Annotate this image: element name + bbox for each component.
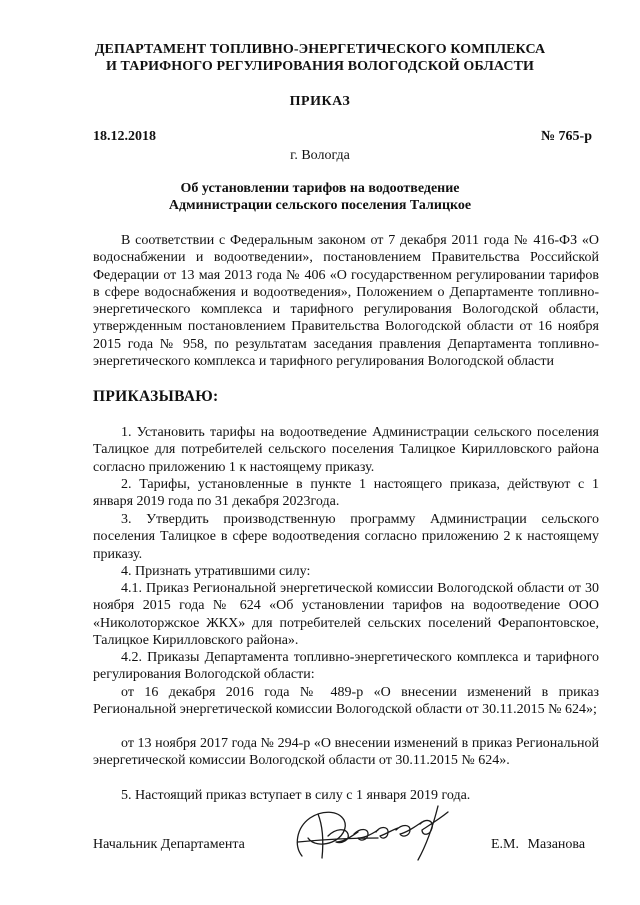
paragraph-4-2: 4.2. Приказы Департамента топливно-энергетического комплекса и тарифного регулирования Вологодской области: — [93, 650, 599, 683]
subject-line-2: Администрации сельского поселения Талицкое — [168, 198, 472, 213]
paragraph-5: 5. Настоящий приказ вступает в силу с 1 января 2019 года. — [121, 788, 471, 803]
handwritten-signature — [288, 798, 478, 868]
paragraph-4-2-b: от 13 ноября 2017 года № 294-р «О внесении изменений в приказ Региональной энергетической комиссии Вологодской области от 30.11.2015 № 624». — [93, 736, 599, 769]
subject-line-1: Об установлении тарифов на водоотведение — [180, 181, 460, 196]
preamble-paragraph: В соответствии с Федеральным законом от 7 декабря 2011 года № 416-ФЗ «О водоснабжении и водоотведении», постановлением Правительства Российской Федерации от 13 мая 2013 года № 406 «О государственном регулировании тарифов в сфере водоснабжения и водоотведения», Положением о Департаменте топливно-энергетического комплекса и тарифного регулирования Вологодской области, утвержденным постановлением Правительства Вологодской области от 16 ноября 2015 года № 958, по результатам заседания правления Департамента топливно-энергетического комплекса и тарифного регулирования Вологодской области — [93, 233, 599, 370]
signatory-position: Начальник Департамента — [93, 837, 245, 852]
document-subject — [60, 180, 580, 214]
document-number: № 765-р — [540, 129, 592, 144]
paragraph-4: 4. Признать утратившими силу: — [121, 564, 311, 579]
prikazyvayu-heading: ПРИКАЗЫВАЮ: — [93, 388, 219, 405]
paragraph-2: 2. Тарифы, установленные в пункте 1 настоящего приказа, действуют с 1 января 2019 года по 31 декабря 2023года. — [93, 477, 599, 510]
department-line-1: ДЕПАРТАМЕНТ ТОПЛИВНО-ЭНЕРГЕТИЧЕСКОГО КОМПЛЕКСА — [94, 42, 546, 57]
paragraph-4-1: 4.1. Приказ Региональной энергетической комиссии Вологодской области от 30 ноября 2015 года № 624 «Об установлении тарифов на водоотведение ООО «Николоторжское ЖКХ» для потребителей сельских поселений Ферапонтовское, Талицкое Кирилловского района». — [93, 581, 599, 648]
document-type: ПРИКАЗ — [289, 94, 351, 109]
document-city: г. Вологда — [290, 148, 350, 163]
signatory-name: Е.М. Мазанова — [491, 837, 586, 852]
paragraph-1: 1. Установить тарифы на водоотведение Администрации сельского поселения Талицкое для потребителей сельского поселения Талицкое Кирилловского района согласно приложению 1 к настоящему приказу. — [93, 425, 599, 475]
paragraph-3: 3. Утвердить производственную программу Администрации сельского поселения Талицкое в сфере водоотведения согласно приложению 2 к настоящему приказу. — [93, 512, 599, 562]
document-date: 18.12.2018 — [93, 129, 156, 144]
paragraph-4-2-a: от 16 декабря 2016 года № 489-р «О внесении изменений в приказ Региональной энергетической комиссии Вологодской области от 30.11.2015 № 624»; — [93, 685, 599, 718]
department-line-2: И ТАРИФНОГО РЕГУЛИРОВАНИЯ ВОЛОГОДСКОЙ ОБЛАСТИ — [105, 59, 535, 74]
department-header — [60, 41, 580, 75]
